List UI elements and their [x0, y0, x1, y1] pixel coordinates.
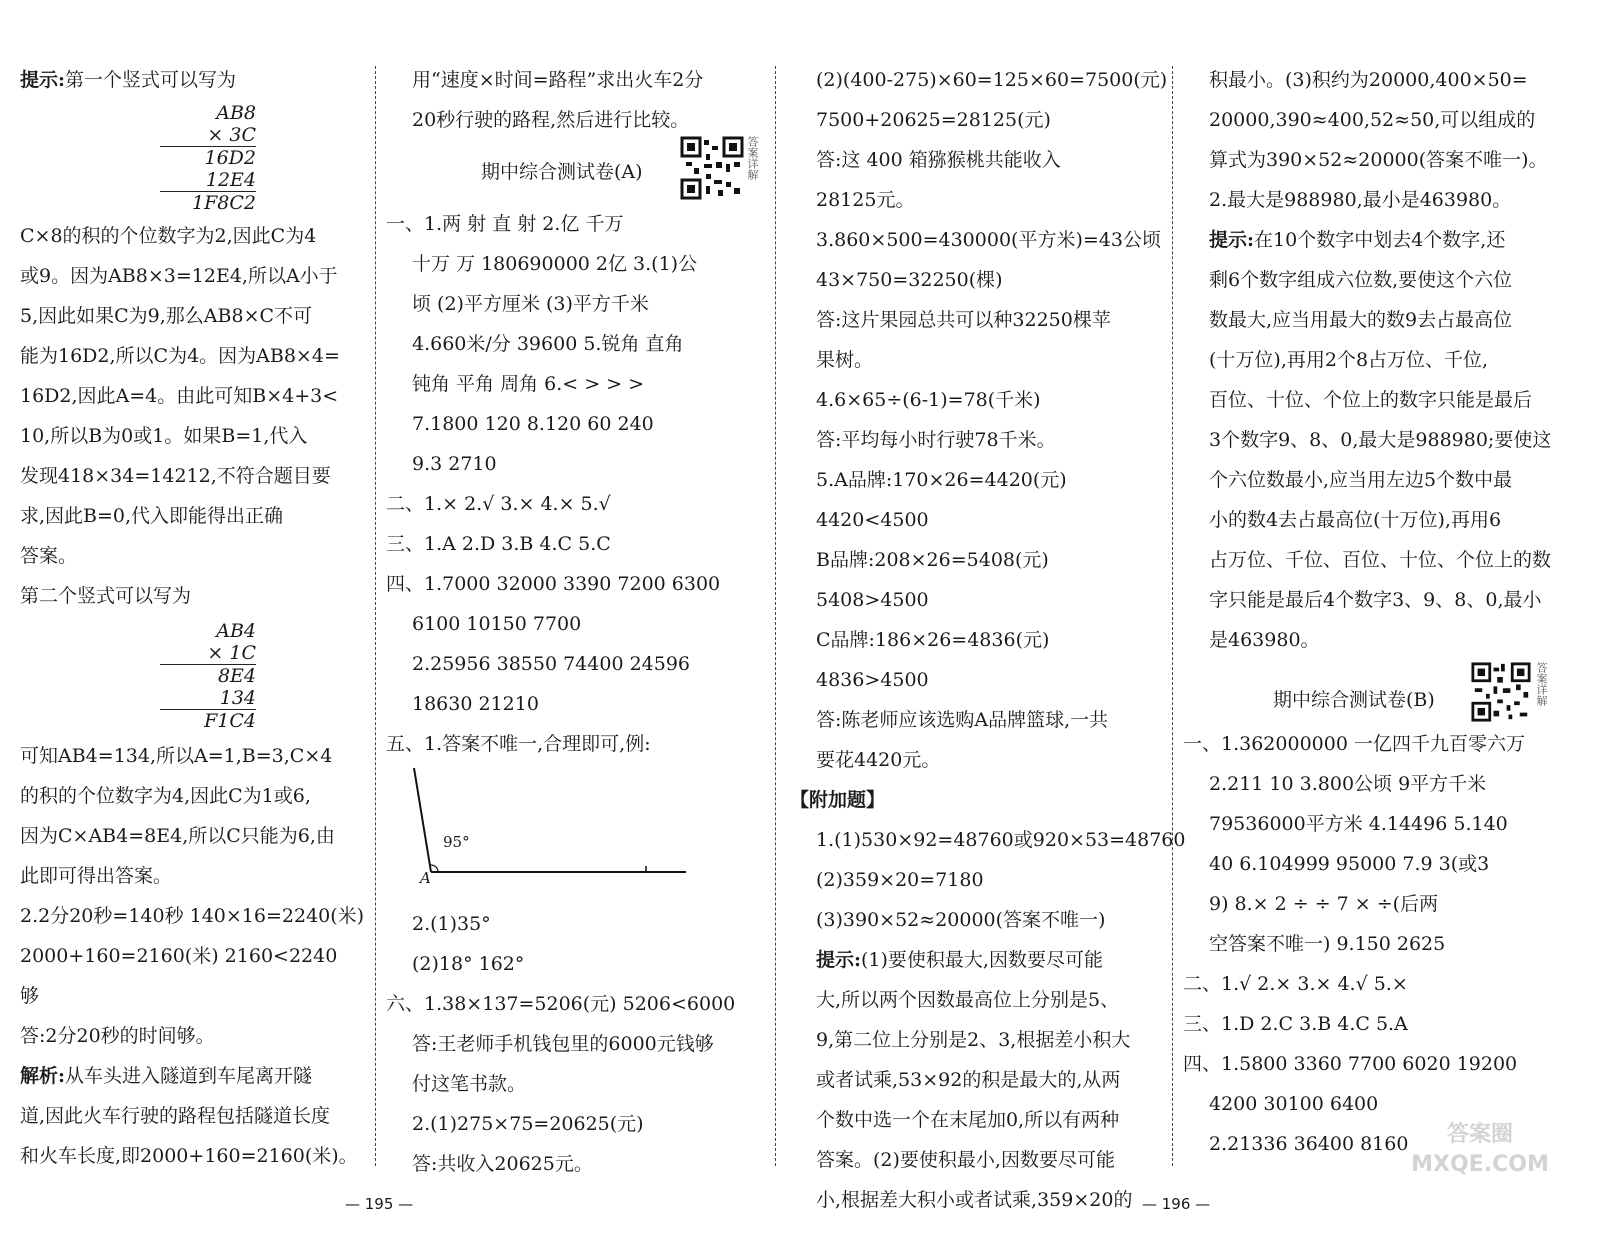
text-line: 积最小。(3)积约为20000,400×50= — [1209, 69, 1528, 91]
text-line: 百位、十位、个位上的数字只能是最后 — [1209, 389, 1533, 411]
text-line: 16D2,因此A=4。由此可知B×4+3< — [20, 385, 339, 407]
section-header-a — [386, 136, 766, 204]
answer-line: 4.6×65÷(6-1)=78(千米) — [816, 389, 1041, 411]
text-line: 是463980。 — [1209, 629, 1320, 651]
answer-line: 40 6.104999 95000 7.9 3(或3 — [1209, 853, 1490, 875]
answer-line: 4.660米/分 39600 5.锐角 直角 — [412, 333, 684, 355]
answer-line: 43×750=32250(棵) — [816, 269, 1003, 291]
text-line: 或9。因为AB8×3=12E4,所以A小于 — [20, 265, 338, 287]
watermark-logo — [1390, 1120, 1570, 1180]
answer-line: 付这笔书款。 — [412, 1073, 527, 1095]
answer-line: 三、1.A 2.D 3.B 4.C 5.C — [386, 533, 611, 555]
column-2 — [386, 60, 766, 1184]
answer-line: 五、1.答案不唯一,合理即可,例: — [386, 733, 651, 755]
text-line: 个六位数最小,应当用左边5个数中最 — [1209, 469, 1513, 491]
column-1 — [20, 60, 365, 1176]
calc-row: × 1C — [207, 642, 256, 664]
text-line: 大,所以两个因数最高位上分别是5、 — [816, 989, 1120, 1011]
vertical-calculation-1 — [160, 102, 256, 214]
text-line: 算式为390×52≈20000(答案不唯一)。 — [1209, 149, 1548, 171]
answer-line: 2.21336 36400 8160 — [1209, 1133, 1409, 1155]
answer-line: 顷 (2)平方厘米 (3)平方千米 — [412, 293, 649, 315]
answer-line: 2.(1)35° — [412, 913, 491, 935]
calc-row: 8E4 — [160, 664, 256, 687]
answer-line: 4836>4500 — [816, 669, 929, 691]
answer-line: (2)(400-275)×60=125×60=7500(元) — [816, 69, 1168, 91]
answer-line: 一、1.两 射 直 射 2.亿 千万 — [386, 213, 624, 235]
answer-line: 一、1.362000000 一亿四千九百零六万 — [1183, 733, 1525, 755]
text-line: 和火车长度,即2000+160=2160(米)。 — [20, 1145, 358, 1167]
answer-line: 79536000平方米 4.14496 5.140 — [1209, 813, 1508, 835]
answer-line: 答:平均每小时行驶78千米。 — [816, 429, 1056, 451]
answer-line: 钝角 平角 周角 6.< > > > — [412, 373, 645, 395]
text-line: 小,根据差大积小或者试乘,359×20的 — [816, 1189, 1133, 1211]
column-divider — [775, 66, 776, 1166]
answer-line: 答:王老师手机钱包里的6000元钱够 — [412, 1033, 714, 1055]
answer-line: 答:这片果园总共可以种32250棵苹 — [816, 309, 1111, 331]
answer-line: 28125元。 — [816, 189, 915, 211]
answer-line: 果树。 — [816, 349, 874, 371]
answer-line: B品牌:208×26=5408(元) — [816, 549, 1049, 571]
text-line: 10,所以B为0或1。如果B=1,代入 — [20, 425, 308, 447]
angle-diagram — [386, 764, 766, 904]
column-divider — [375, 66, 376, 1166]
text-line: 9,第二位上分别是2、3,根据差小积大 — [816, 1029, 1131, 1051]
angle-figure — [386, 764, 686, 904]
calc-row: F1C4 — [160, 709, 256, 732]
answer-line: 2.(1)275×75=20625(元) — [412, 1113, 644, 1135]
answer-line: 4420<4500 — [816, 509, 929, 531]
calc-row: AB8 — [216, 102, 256, 124]
angle-point-label: A — [420, 869, 431, 887]
calc-row: AB4 — [216, 620, 256, 642]
answer-line: (3)390×52≈20000(答案不唯一) — [816, 909, 1106, 931]
text-line: 够 — [20, 985, 40, 1007]
text-line: 可知AB4=134,所以A=1,B=3,C×4 — [20, 745, 333, 767]
test-title-b: 期中综合测试卷(B) — [1273, 689, 1435, 711]
text-line: 发现418×34=14212,不符合题目要 — [20, 465, 331, 487]
answer-line: 空答案不唯一) 9.150 2625 — [1209, 933, 1446, 955]
section-header-b — [1183, 660, 1573, 724]
text-line: 20000,390≈400,52≈50,可以组成的 — [1209, 109, 1536, 131]
text-line: 剩6个数字组成六位数,要使这个六位 — [1209, 269, 1513, 291]
answer-line: 四、1.5800 3360 7700 6020 19200 — [1183, 1053, 1518, 1075]
column-4 — [1183, 60, 1573, 1164]
answer-line: 二、1.× 2.√ 3.× 4.× 5.√ — [386, 493, 611, 515]
text-line: 小的数4去占最高位(十万位),再用6 — [1209, 509, 1502, 531]
answer-line: 9.3 2710 — [412, 453, 497, 475]
text-line: 答案。(2)要使积最小,因数要尽可能 — [816, 1149, 1115, 1171]
hint-text: 在10个数字中划去4个数字,还 — [1254, 229, 1506, 251]
analysis-line — [20, 1056, 365, 1096]
answer-line: 1.(1)530×92=48760或920×53=48760 — [816, 829, 1186, 851]
text-line: (十万位),再用2个8占万位、千位, — [1209, 349, 1489, 371]
text-line: 个数中选一个在末尾加0,所以有两种 — [816, 1109, 1120, 1131]
hint-text: (1)要使积最大,因数要尽可能 — [861, 949, 1103, 971]
page-number-left: — 195 — — [345, 1195, 414, 1213]
page-number-right: — 196 — — [1142, 1195, 1211, 1213]
qr-label: 答案详解 — [746, 136, 759, 180]
answer-line: (2)359×20=7180 — [816, 869, 984, 891]
answer-line: C品牌:186×26=4836(元) — [816, 629, 1050, 651]
hint-line — [790, 940, 1170, 980]
answer-line: (2)18° 162° — [412, 953, 525, 975]
answer-line: 6100 10150 7700 — [412, 613, 582, 635]
answer-line: 二、1.√ 2.× 3.× 4.√ 5.× — [1183, 973, 1408, 995]
test-title-a: 期中综合测试卷(A) — [481, 161, 643, 183]
qr-code-icon — [680, 136, 744, 200]
answer-line: 答:陈老师应该选购A品牌篮球,一共 — [816, 709, 1109, 731]
hint-text: 第一个竖式可以写为 — [65, 69, 237, 91]
text-line: 字只能是最后4个数字3、9、8、0,最小 — [1209, 589, 1542, 611]
answer-line: 18630 21210 — [412, 693, 539, 715]
answer-line: 六、1.38×137=5206(元) 5206<6000 — [386, 993, 736, 1015]
calc-row: 16D2 — [160, 146, 256, 169]
answer-line: 3.860×500=430000(平方米)=43公顷 — [816, 229, 1161, 251]
answer-line: 2.211 10 3.800公顷 9平方千米 — [1209, 773, 1487, 795]
hint-label: 提示: — [20, 69, 66, 91]
answer-line: 答:这 400 箱猕猴桃共能收入 — [816, 149, 1061, 171]
answer-line: 答:共收入20625元。 — [412, 1153, 593, 1175]
text-line: 求,因此B=0,代入即能得出正确 — [20, 505, 284, 527]
answer-line: 5.A品牌:170×26=4420(元) — [816, 469, 1067, 491]
calc-row: 1F8C2 — [160, 191, 256, 214]
analysis-label: 解析: — [20, 1065, 66, 1087]
watermark-text: 答案圈 MXQE.COM — [1411, 1122, 1549, 1177]
answer-line: 2.25956 38550 74400 24596 — [412, 653, 691, 675]
answer-line: 三、1.D 2.C 3.B 4.C 5.A — [1183, 1013, 1408, 1035]
qr-code-icon — [1471, 662, 1531, 722]
hint-line — [1183, 220, 1573, 260]
text-line: 数最大,应当用最大的数9去占最高位 — [1209, 309, 1513, 331]
text-line: 3个数字9、8、0,最大是988980;要使这 — [1209, 429, 1552, 451]
text-line: 2000+160=2160(米) 2160<2240 — [20, 945, 338, 967]
text-line: 第二个竖式可以写为 — [20, 585, 192, 607]
text-line: 因为C×AB4=8E4,所以C只能为6,由 — [20, 825, 335, 847]
text-line: 用“速度×时间=路程”求出火车2分 — [412, 69, 704, 91]
text-line: 的积的个位数字为4,因此C为1或6, — [20, 785, 311, 807]
answer-line: 7500+20625=28125(元) — [816, 109, 1051, 131]
vertical-calculation-2 — [160, 620, 256, 732]
column-divider — [1172, 66, 1173, 1166]
answer-line: 十万 万 180690000 2亿 3.(1)公 — [412, 253, 698, 275]
answer-line: 四、1.7000 32000 3390 7200 6300 — [386, 573, 721, 595]
hint-label: 提示: — [1209, 229, 1255, 251]
extra-section-title: 【附加题】 — [790, 789, 886, 811]
hint-label: 提示: — [816, 949, 862, 971]
answer-line: 7.1800 120 8.120 60 240 — [412, 413, 654, 435]
text-line: 20秒行驶的路程,然后进行比较。 — [412, 109, 690, 131]
answer-line: 9) 8.× 2 ÷ ÷ 7 × ÷(后两 — [1209, 893, 1439, 915]
answer-line: 5408>4500 — [816, 589, 929, 611]
text-line: 或者试乘,53×92的积是最大的,从两 — [816, 1069, 1121, 1091]
answer-line: 4200 30100 6400 — [1209, 1093, 1379, 1115]
answer-line: 要花4420元。 — [816, 749, 941, 771]
text-line: 此即可得出答案。 — [20, 865, 173, 887]
calc-row: × 3C — [207, 124, 256, 146]
text-line: 答案。 — [20, 545, 78, 567]
text-line: 5,因此如果C为9,那么AB8×C不可 — [20, 305, 313, 327]
analysis-text: 从车头进入隧道到车尾离开隧 — [65, 1065, 313, 1087]
text-line: 道,因此火车行驶的路程包括隧道长度 — [20, 1105, 331, 1127]
calc-row: 134 — [219, 687, 256, 709]
angle-label: 95° — [443, 833, 470, 851]
calc-row: 12E4 — [205, 169, 256, 191]
text-line: 2.2分20秒=140秒 140×16=2240(米) — [20, 905, 365, 927]
text-line: 答:2分20秒的时间够。 — [20, 1025, 215, 1047]
qr-label: 答案详解 — [1535, 662, 1548, 706]
text-line: 占万位、千位、百位、十位、个位上的数 — [1209, 549, 1552, 571]
text-line: 2.最大是988980,最小是463980。 — [1209, 189, 1512, 211]
text-line: 能为16D2,所以C为4。因为AB8×4= — [20, 345, 340, 367]
hint-line — [20, 60, 365, 100]
text-line: C×8的积的个位数字为2,因此C为4 — [20, 225, 317, 247]
